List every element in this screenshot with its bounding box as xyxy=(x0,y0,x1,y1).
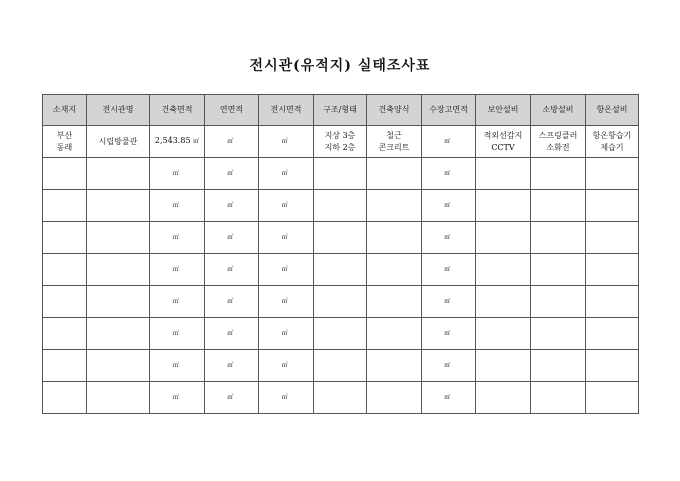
cell-exhibit-area: ㎡ xyxy=(259,318,314,350)
cell-structure xyxy=(314,190,367,222)
cell-building-area: ㎡ xyxy=(150,254,205,286)
cell-security xyxy=(476,350,531,382)
cell-security xyxy=(476,286,531,318)
cell-location xyxy=(43,158,87,190)
header-structure: 구조/형태 xyxy=(314,95,367,126)
table-row xyxy=(43,222,639,254)
cell-building-style xyxy=(367,350,422,382)
document-title: 전시관(유적지) 실태조사표 xyxy=(249,58,431,74)
cell-fire xyxy=(531,158,586,190)
header-exhibit-area: 전시면적 xyxy=(259,95,314,126)
cell-structure xyxy=(314,158,367,190)
cell-security xyxy=(476,190,531,222)
cell-total-floor-area: ㎡ xyxy=(205,158,259,190)
cell-name xyxy=(87,382,150,414)
cell-storage-area: ㎡ xyxy=(422,222,476,254)
cell-security xyxy=(476,254,531,286)
cell-building-style xyxy=(367,158,422,190)
header-building-style: 건축양식 xyxy=(367,95,422,126)
cell-name xyxy=(87,158,150,190)
cell-structure xyxy=(314,318,367,350)
cell-fire xyxy=(531,382,586,414)
header-fire: 소방설비 xyxy=(531,95,586,126)
cell-fire xyxy=(531,190,586,222)
cell-structure xyxy=(314,382,367,414)
header-location: 소재지 xyxy=(43,95,87,126)
cell-name: 시립방물관 xyxy=(87,126,150,158)
cell-exhibit-area: ㎡ xyxy=(259,126,314,158)
cell-name xyxy=(87,254,150,286)
cell-structure xyxy=(314,350,367,382)
cell-storage-area: ㎡ xyxy=(422,382,476,414)
cell-name xyxy=(87,222,150,254)
cell-storage-area: ㎡ xyxy=(422,190,476,222)
cell-security xyxy=(476,222,531,254)
cell-structure xyxy=(314,286,367,318)
cell-climate xyxy=(586,382,639,414)
cell-total-floor-area: ㎡ xyxy=(205,190,259,222)
table-row xyxy=(43,318,639,350)
cell-building-area: ㎡ xyxy=(150,286,205,318)
cell-climate xyxy=(586,318,639,350)
cell-location xyxy=(43,190,87,222)
cell-fire xyxy=(531,350,586,382)
cell-security: 적외선감지 CCTV xyxy=(476,126,531,158)
table-row xyxy=(43,254,639,286)
header-name: 전시관명 xyxy=(87,95,150,126)
cell-building-style xyxy=(367,254,422,286)
table-row xyxy=(43,158,639,190)
cell-building-style xyxy=(367,222,422,254)
cell-climate: 항온항습기 제습기 xyxy=(586,126,639,158)
cell-building-area: ㎡ xyxy=(150,190,205,222)
cell-climate xyxy=(586,254,639,286)
header-total-floor-area: 연면적 xyxy=(205,95,259,126)
cell-exhibit-area: ㎡ xyxy=(259,286,314,318)
cell-location xyxy=(43,286,87,318)
cell-location xyxy=(43,254,87,286)
cell-name xyxy=(87,286,150,318)
header-climate: 항온설비 xyxy=(586,95,639,126)
cell-building-area: ㎡ xyxy=(150,158,205,190)
cell-location xyxy=(43,350,87,382)
cell-building-style xyxy=(367,318,422,350)
cell-building-area: ㎡ xyxy=(150,382,205,414)
cell-building-area: 2,543.85 ㎡ xyxy=(150,126,205,158)
cell-exhibit-area: ㎡ xyxy=(259,382,314,414)
header-security: 보안설비 xyxy=(476,95,531,126)
table-row xyxy=(43,286,639,318)
table-row xyxy=(43,350,639,382)
cell-fire xyxy=(531,222,586,254)
cell-building-style xyxy=(367,190,422,222)
cell-storage-area: ㎡ xyxy=(422,350,476,382)
cell-fire xyxy=(531,286,586,318)
cell-total-floor-area: ㎡ xyxy=(205,286,259,318)
cell-building-area: ㎡ xyxy=(150,318,205,350)
cell-building-style xyxy=(367,382,422,414)
cell-exhibit-area: ㎡ xyxy=(259,254,314,286)
survey-table xyxy=(42,94,639,414)
cell-storage-area: ㎡ xyxy=(422,126,476,158)
cell-exhibit-area: ㎡ xyxy=(259,158,314,190)
cell-building-style: 철근 콘크리트 xyxy=(367,126,422,158)
cell-climate xyxy=(586,222,639,254)
cell-storage-area: ㎡ xyxy=(422,158,476,190)
cell-total-floor-area: ㎡ xyxy=(205,350,259,382)
cell-fire: 스프링클러 소화전 xyxy=(531,126,586,158)
cell-location xyxy=(43,382,87,414)
cell-total-floor-area: ㎡ xyxy=(205,126,259,158)
cell-total-floor-area: ㎡ xyxy=(205,254,259,286)
cell-climate xyxy=(586,158,639,190)
header-row xyxy=(43,95,639,126)
cell-exhibit-area: ㎡ xyxy=(259,222,314,254)
cell-total-floor-area: ㎡ xyxy=(205,382,259,414)
cell-exhibit-area: ㎡ xyxy=(259,350,314,382)
cell-location xyxy=(43,222,87,254)
table-row xyxy=(43,190,639,222)
cell-fire xyxy=(531,318,586,350)
cell-climate xyxy=(586,190,639,222)
cell-security xyxy=(476,382,531,414)
cell-building-area: ㎡ xyxy=(150,350,205,382)
cell-location xyxy=(43,318,87,350)
cell-structure xyxy=(314,254,367,286)
cell-name xyxy=(87,190,150,222)
cell-building-style xyxy=(367,286,422,318)
cell-name xyxy=(87,350,150,382)
cell-building-area: ㎡ xyxy=(150,222,205,254)
cell-exhibit-area: ㎡ xyxy=(259,190,314,222)
cell-storage-area: ㎡ xyxy=(422,318,476,350)
cell-security xyxy=(476,158,531,190)
cell-total-floor-area: ㎡ xyxy=(205,318,259,350)
cell-storage-area: ㎡ xyxy=(422,286,476,318)
cell-fire xyxy=(531,254,586,286)
cell-storage-area: ㎡ xyxy=(422,254,476,286)
header-building-area: 건축면적 xyxy=(150,95,205,126)
cell-total-floor-area: ㎡ xyxy=(205,222,259,254)
table-row xyxy=(43,126,639,158)
cell-climate xyxy=(586,350,639,382)
cell-location: 부산 동래 xyxy=(43,126,87,158)
cell-structure: 지상 3층 지하 2층 xyxy=(314,126,367,158)
header-storage-area: 수장고면적 xyxy=(422,95,476,126)
cell-structure xyxy=(314,222,367,254)
cell-security xyxy=(476,318,531,350)
table-row xyxy=(43,382,639,414)
cell-name xyxy=(87,318,150,350)
cell-climate xyxy=(586,286,639,318)
